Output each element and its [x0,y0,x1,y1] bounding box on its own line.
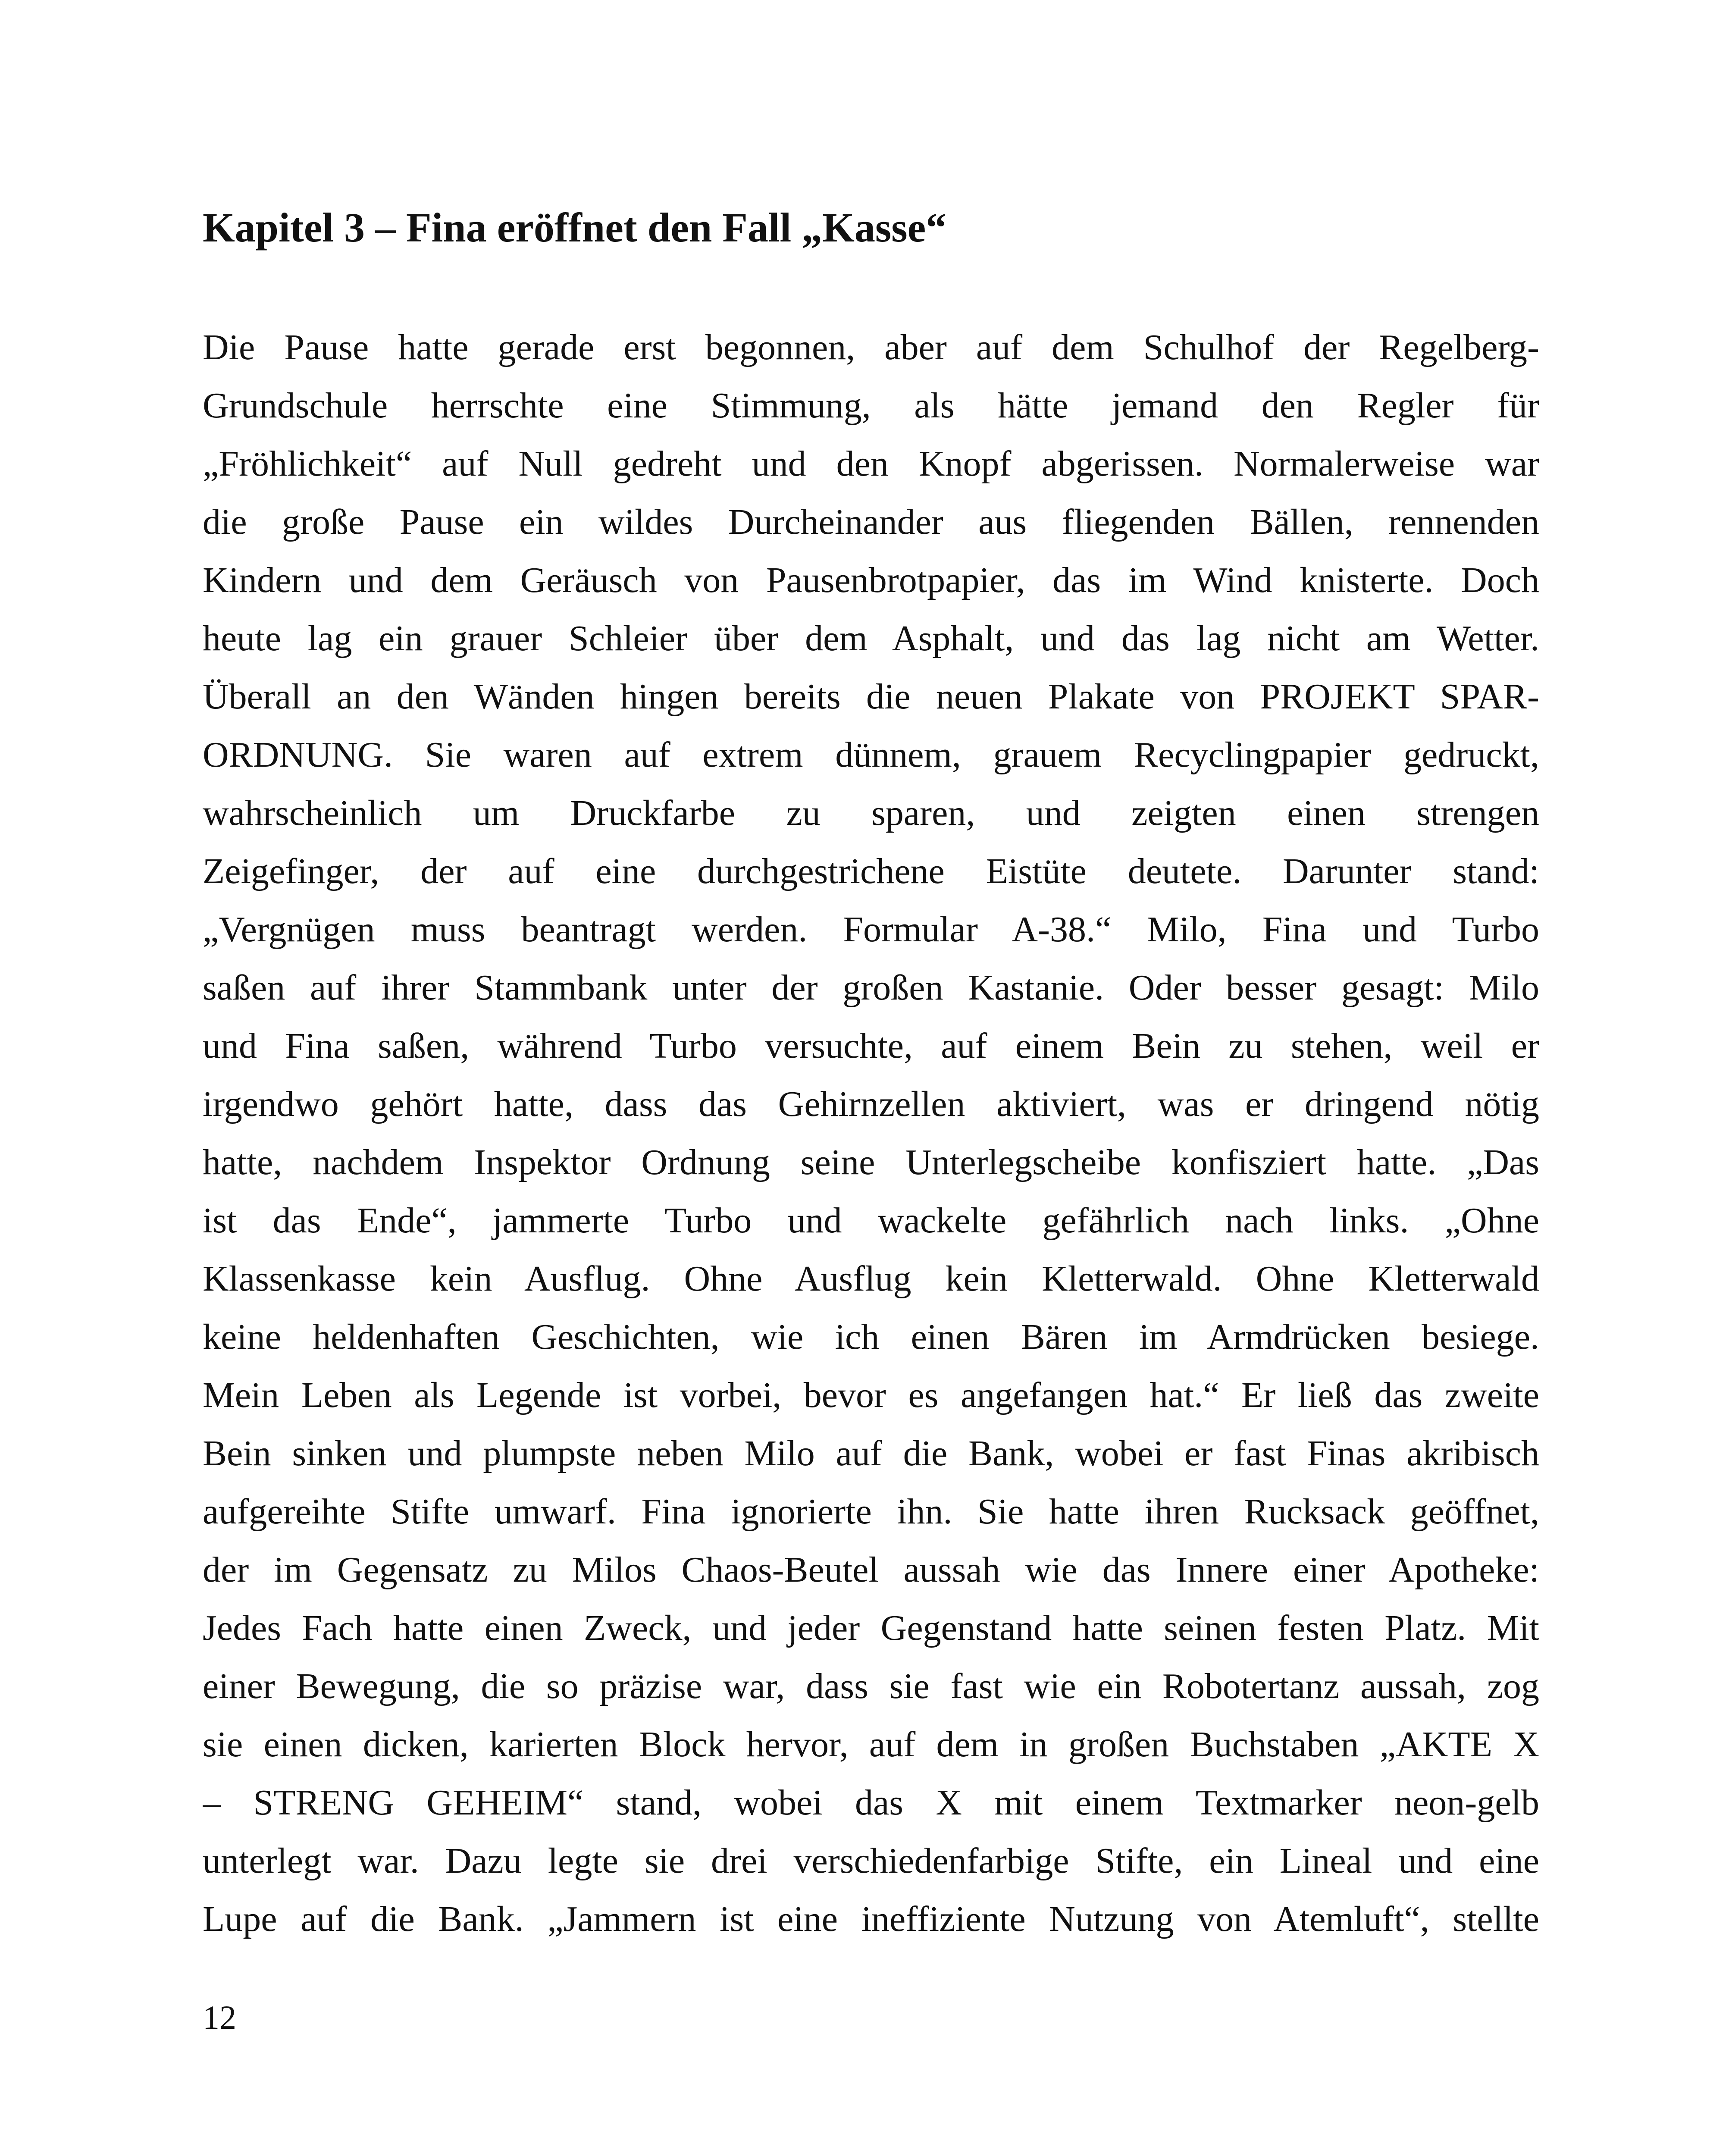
text-line: Bein sinken und plumpste neben Milo auf die Bank, wobei er fast Finas akribisch [203,1433,1539,1473]
text-line: unterlegt war. Dazu legte sie drei verschiedenfarbige Stifte, ein Lineal und eine [203,1841,1539,1881]
text-line: Lupe auf die Bank. „Jammern ist eine ineffiziente Nutzung von Atemluft“, stellte [203,1899,1539,1939]
text-line: aufgereihte Stifte umwarf. Fina ignorierte ihn. Sie hatte ihren Rucksack geöffnet, [203,1492,1539,1532]
text-line: der im Gegensatz zu Milos Chaos-Beutel aussah wie das Innere einer Apotheke: [203,1550,1539,1590]
text-line: saßen auf ihrer Stammbank unter der großen Kastanie. Oder besser gesagt: Milo [203,968,1539,1008]
text-line: Jedes Fach hatte einen Zweck, und jeder Gegenstand hatte seinen festen Platz. Mit [203,1608,1539,1648]
chapter-title: Kapitel 3 – Fina eröffnet den Fall „Kasse“ [203,204,947,251]
page-number: 12 [203,1999,236,2036]
text-line: „Vergnügen muss beantragt werden. Formular A-38.“ Milo, Fina und Turbo [203,909,1539,950]
text-line: Überall an den Wänden hingen bereits die neuen Plakate von PROJEKT SPAR- [203,677,1539,717]
text-line: ist das Ende“, jammerte Turbo und wackelte gefährlich nach links. „Ohne [203,1200,1539,1241]
text-line: „Fröhlichkeit“ auf Null gedreht und den Knopf abgerissen. Normalerweise war [203,444,1539,484]
text-line: irgendwo gehört hatte, dass das Gehirnzellen aktiviert, was er dringend nötig [203,1084,1539,1124]
text-line: sie einen dicken, karierten Block hervor, auf dem in großen Buchstaben „AKTE X [203,1724,1539,1764]
body-text [203,318,1539,1948]
text-line: einer Bewegung, die so präzise war, dass sie fast wie ein Robotertanz aussah, zog [203,1666,1539,1706]
text-line: Die Pause hatte gerade erst begonnen, aber auf dem Schulhof der Regelberg- [203,327,1539,367]
text-line: Grundschule herrschte eine Stimmung, als hätte jemand den Regler für [203,385,1539,426]
text-line: die große Pause ein wildes Durcheinander aus fliegenden Bällen, rennenden [203,502,1539,542]
text-line: und Fina saßen, während Turbo versuchte, auf einem Bein zu stehen, weil er [203,1026,1539,1066]
text-line: keine heldenhaften Geschichten, wie ich einen Bären im Armdrücken besiege. [203,1317,1539,1357]
text-line: Zeigefinger, der auf eine durchgestrichene Eistüte deutete. Darunter stand: [203,851,1539,891]
text-line: – STRENG GEHEIM“ stand, wobei das X mit einem Textmarker neon-gelb [203,1783,1539,1823]
text-line: wahrscheinlich um Druckfarbe zu sparen, und zeigten einen strengen [203,793,1539,833]
text-line: ORDNUNG. Sie waren auf extrem dünnem, grauem Recyclingpapier gedruckt, [203,735,1539,775]
text-line: hatte, nachdem Inspektor Ordnung seine Unterlegscheibe konfisziert hatte. „Das [203,1142,1539,1182]
text-line: Klassenkasse kein Ausflug. Ohne Ausflug kein Kletterwald. Ohne Kletterwald [203,1259,1539,1299]
text-line: heute lag ein grauer Schleier über dem Asphalt, und das lag nicht am Wetter. [203,618,1539,658]
text-line: Mein Leben als Legende ist vorbei, bevor es angefangen hat.“ Er ließ das zweite [203,1375,1539,1415]
text-line: Kindern und dem Geräusch von Pausenbrotpapier, das im Wind knisterte. Doch [203,560,1539,600]
